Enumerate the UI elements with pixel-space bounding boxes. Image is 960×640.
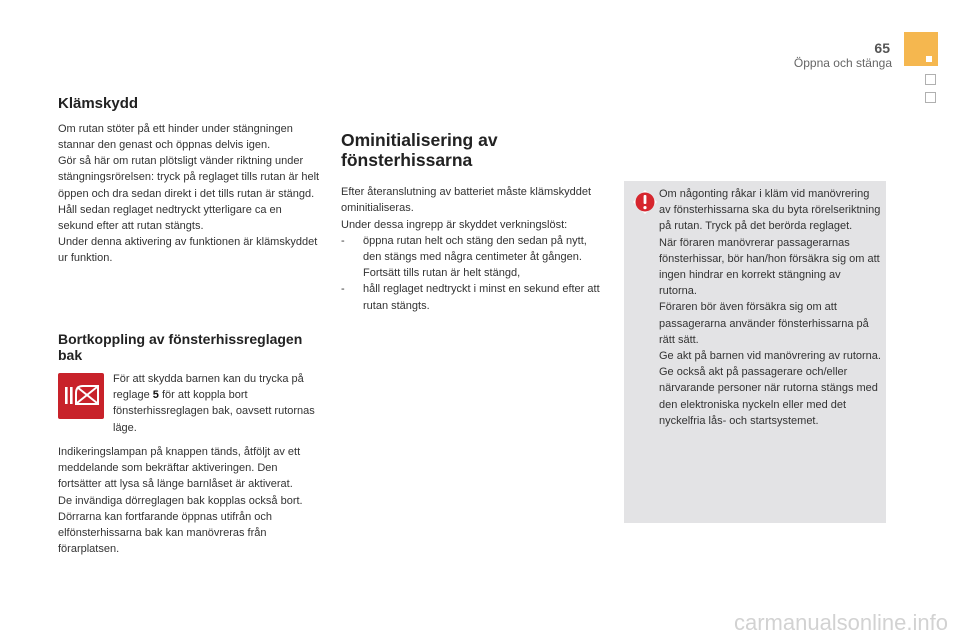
ominitialisering-section <box>341 131 606 314</box>
bortkoppling-body: Indikeringslampan på knappen tänds, åtföljt av ett meddelande som bekräftar aktiveringen. Den fortsätter att lysa så länge barnlåset är aktiverat. De invändiga dörreglagen bak kopplas också bort. Dörrarna kan fortfarande öppnas utifrån och elfönsterhissarna bak kan manövreras från förarplatsen. <box>58 446 303 556</box>
list-bullet: - <box>341 283 345 296</box>
warning-text: Om någonting råkar i kläm vid manövrering av fönsterhissarna ska du byta rörelseriktning på rutan. Tryck på det berörda reglaget. När föraren manövrerar passagerarnas fönsterhissar, bör han/hon försäkra sig om att ingen hindrar en korrekt stängning av rutorna. Föraren bör även försäkra sig om att passagerarna använder fönsterhissarna på rätt sätt. Ge akt på barnen vid manövrering av rutorna. Ge också akt på passagerare och/eller närvarande personer när rutorna stängs med den elektroniska nyckeln eller med det nyckelfria lås- och startsystemet. <box>659 188 881 427</box>
list-item <box>341 281 606 313</box>
list-item-text: öppna rutan helt och stäng den sedan på nytt, den stängs med några centimeter åt gången. Fortsätt tills rutan är helt stängd, <box>363 234 587 280</box>
bortkoppling-intro <box>113 371 323 436</box>
list-item <box>341 233 606 282</box>
control-number: 5 <box>152 389 159 402</box>
klamskydd-heading: Klämskydd <box>58 95 139 112</box>
ominitialisering-steps <box>341 233 606 314</box>
ominitialisering-heading: Ominitialisering av fönsterhissarna <box>341 130 498 170</box>
chapter-tab-dot <box>926 56 932 62</box>
chapter-checkbox-2 <box>925 92 936 103</box>
ominitialisering-body: Efter återanslutning av batteriet måste klämskyddet ominitialiseras. Under dessa ingrepp är skyddet verkningslöst: <box>341 186 592 231</box>
section-title: Öppna och stänga <box>793 56 892 70</box>
bortkoppling-intro-after: för att koppla bort fönsterhissreglagen bak, oavsett rutornas läge. <box>113 389 315 434</box>
child-lock-window-icon <box>58 373 104 419</box>
list-item-text: håll reglaget nedtryckt i minst en sekund efter att rutan stängts. <box>363 283 600 312</box>
warning-box <box>624 181 886 523</box>
klamskydd-body: Om rutan stöter på ett hinder under stängningen stannar den genast och öppnas delvis igen. Gör så här om rutan plötsligt vänder riktning under stängningsrörelsen: tryck på reglaget tills rutan är helt öppen och dra sedan direkt i det tills rutan är stängd. Håll sedan reglaget nedtryckt ytterligare ca en sekund efter att rutan stängts. Under denna aktivering av funktionen är klämskyddet ur funktion. <box>58 122 320 265</box>
chapter-checkbox-1 <box>925 74 936 85</box>
bortkoppling-heading: Bortkoppling av fönsterhissreglagen bak <box>58 331 303 363</box>
warning-exclamation-icon <box>632 189 658 215</box>
klamskydd-section <box>58 96 320 267</box>
bortkoppling-intro-before: För att skydda barnen kan du trycka på reglage <box>113 373 304 402</box>
page-number: 65 <box>874 40 890 56</box>
list-bullet: - <box>341 234 345 247</box>
watermark: carmanualsonline.info <box>733 610 948 635</box>
chapter-tab-marker <box>904 32 938 66</box>
